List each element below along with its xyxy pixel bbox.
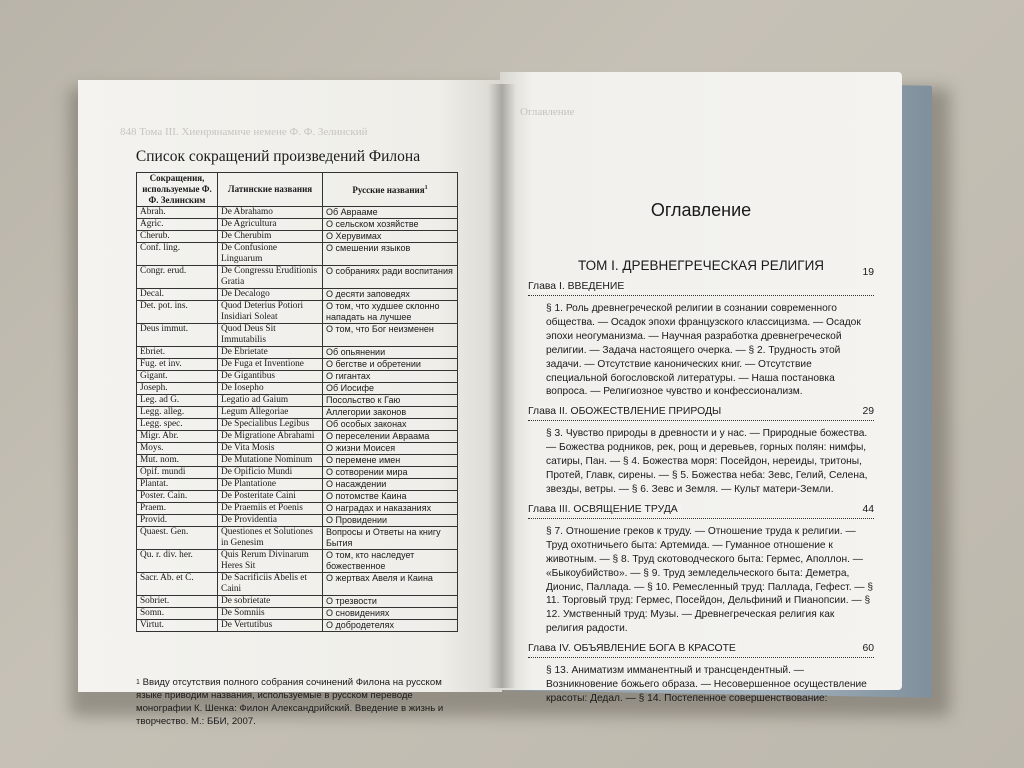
cell-abbr: Sacr. Ab. et C. [137,573,218,596]
cell-latin: De Fuga et Inventione [218,359,323,371]
table-row [137,371,458,383]
cell-russian: О перемене имен [323,455,458,467]
cell-latin: De sobrietate [218,596,323,608]
table-row [137,383,458,395]
cell-latin: De Ebrietate [218,347,323,359]
cell-latin: Quod Deus Sit Immutabilis [218,324,323,347]
cell-latin: Questiones et Solutiones in Genesim [218,527,323,550]
cell-abbr: Cherub. [137,231,218,243]
table-row [137,243,458,266]
cell-abbr: Moys. [137,443,218,455]
table-body [137,207,458,632]
col-header-latin: Латинские названия [218,173,323,207]
table-row [137,491,458,503]
toc-chapter-name: Глава III. ОСВЯЩЕНИЕ ТРУДА [528,504,681,515]
col-header-abbr: Сокращения, используемые Ф. Ф. Зелинским [137,173,218,207]
table-row [137,347,458,359]
cell-latin: De Migratione Abrahami [218,431,323,443]
table-row [137,550,458,573]
toc-page-number: 60 [859,642,874,656]
cell-abbr: Congr. erud. [137,266,218,289]
cell-abbr: Quaest. Gen. [137,527,218,550]
toc-page-number: 19 [859,266,874,280]
col-header-russian-text: Русские названия [352,185,425,195]
cell-abbr: Provid. [137,515,218,527]
cell-russian: О добродетелях [323,620,458,632]
table-row [137,395,458,407]
table-row [137,359,458,371]
cell-russian: О насаждении [323,479,458,491]
toc-chapter-description: § 1. Роль древнегреческой религии в сознании современного общества. — Осадок эпохи французского классицизма. — Осадок эпохи неогуманизма. — Научная разработка древнегреческой религии. — Задача настоящего очерка. — § 2. Трудность этой задачи. — Отсутствие канонических книг. — Отсутствие специальной богословской литературы. — Наша постановка вопроса. — Религиозное чувство и конфессионализм. [546,303,861,398]
cell-russian: О жизни Моисея [323,443,458,455]
toc-chapter-name: Глава IV. ОБЪЯВЛЕНИЕ БОГА В КРАСОТЕ [528,643,739,654]
cell-latin: De Somniis [218,608,323,620]
toc-chapter-description: § 13. Аниматизм имманентный и трансцендентный. — Возникновение божьего образа. — Несовершенное осуществление красоты: Дедал. — § 14. Постепенное совершенствование: [546,665,867,704]
right-running-header: Оглавление [520,106,575,118]
cell-latin: De Agricultura [218,219,323,231]
cell-latin: De Decalogo [218,289,323,301]
cell-abbr: Decal. [137,289,218,301]
toc-chapter-heading [528,405,874,421]
cell-russian: О сельском хозяйстве [323,219,458,231]
cell-latin: De Sacrificiis Abelis et Caini [218,573,323,596]
cell-latin: Quis Rerum Divinarum Heres Sit [218,550,323,573]
table-row [137,573,458,596]
table-row [137,289,458,301]
table-row [137,527,458,550]
cell-latin: De Providentia [218,515,323,527]
cell-russian: О том, кто наследует божественное [323,550,458,573]
cell-abbr: Legg. alleg. [137,407,218,419]
cell-abbr: Opif. mundi [137,467,218,479]
cell-abbr: Fug. et inv. [137,359,218,371]
cell-latin: De Abrahamo [218,207,323,219]
cell-abbr: Joseph. [137,383,218,395]
toc-chapter-description: § 7. Отношение греков к труду. — Отношение труда к религии. — Труд охотничьего быта: Артемида. — Гуманное отношение к животным. — § 8. Труд скотоводческого быта: Гермес, Аполлон. — «Быкоубийство». — § 9. Труд земледельческого быта: Деметра, Дионис, Паллада. — § 10. Ремесленный труд: Паллада, Гефест. — § 11. Торговый труд: Гермес, Посейдон, Дельфиний и Пианопсии. — § 12. Умственный труд: Музы. — Древнегреческая религия как религия радости. [546,525,874,635]
cell-abbr: Leg. ad G. [137,395,218,407]
cell-abbr: Mut. nom. [137,455,218,467]
cell-russian: Об Аврааме [323,207,458,219]
cell-latin: De Iosepho [218,383,323,395]
cell-russian: Вопросы и Ответы на книгу Бытия [323,527,458,550]
cell-russian: Посольство к Гаю [323,395,458,407]
toc-page-number: 29 [859,405,874,419]
cell-latin: De Posteritate Caini [218,491,323,503]
abbreviations-title: Список сокращений произведений Филона [135,148,421,165]
cell-russian: О сновидениях [323,608,458,620]
table-row [137,266,458,289]
table-header-row [137,173,458,207]
cell-latin: Legum Allegoriae [218,407,323,419]
cell-latin: De Cherubim [218,231,323,243]
cell-latin: De Confusione Linguarum [218,243,323,266]
cell-russian: О бегстве и обретении [323,359,458,371]
cell-abbr: Plantat. [137,479,218,491]
footnote-text: Ввиду отсутствия полного собрания сочинений Филона на русском языке приводим названия, используемые в русском переводе монографии К. Шенка: Филон Александрийский. Введение в жизнь и творчество. М.: ББИ, 2007. [136,677,444,727]
cell-abbr: Gigant. [137,371,218,383]
cell-abbr: Virtut. [137,620,218,632]
footnote [136,676,466,728]
cell-russian: О трезвости [323,596,458,608]
cell-russian: О смешении языков [323,243,458,266]
cell-latin: De Mutatione Nominum [218,455,323,467]
cell-abbr: Conf. ling. [137,243,218,266]
toc-chapter-name: Глава I. ВВЕДЕНИЕ [528,281,627,292]
table-of-contents [528,267,874,712]
cell-abbr: Det. pot. ins. [137,301,218,324]
cell-latin: De Vita Mosis [218,443,323,455]
cell-latin: De Specialibus Legibus [218,419,323,431]
table-row [137,608,458,620]
cell-latin: De Plantatione [218,479,323,491]
table-row [137,324,458,347]
cell-russian: О Херувимах [323,231,458,243]
table-row [137,455,458,467]
cell-russian: О Провидении [323,515,458,527]
table-row [137,620,458,632]
cell-russian: О гигантах [323,371,458,383]
left-running-header: 848 Тома III. Хиенрянамиче немене Ф. Ф. Зелинский [120,126,368,138]
cell-russian: О том, что худшее склонно нападать на лучшее [323,301,458,324]
table-row [137,207,458,219]
table-row [137,219,458,231]
footnote-ref: 1 [424,185,428,191]
table-row [137,515,458,527]
cell-latin: De Congressu Eruditionis Gratia [218,266,323,289]
cell-abbr: Poster. Cain. [137,491,218,503]
cell-abbr: Sobriet. [137,596,218,608]
cell-russian: О сотворении мира [323,467,458,479]
cell-latin: Quod Deterius Potiori Insidiari Soleat [218,301,323,324]
table-row [137,231,458,243]
cell-latin: De Vertutibus [218,620,323,632]
cell-abbr: Deus immut. [137,324,218,347]
cell-russian: Аллегории законов [323,407,458,419]
toc-chapter-heading [528,642,874,658]
toc-chapter-heading [528,503,874,519]
footnote-mark: 1 [136,679,140,686]
table-row [137,443,458,455]
right-page [500,72,902,704]
book-gutter [488,84,516,688]
cell-latin: De Opificio Mundi [218,467,323,479]
cell-abbr: Ebriet. [137,347,218,359]
table-row [137,419,458,431]
cell-abbr: Abrah. [137,207,218,219]
left-page [78,80,502,727]
table-row [137,503,458,515]
cell-latin: De Praemiis et Poenis [218,503,323,515]
table-row [137,407,458,419]
cell-russian: Об Иосифе [323,383,458,395]
cell-russian: Об опьянении [323,347,458,359]
tome-title: ТОМ I. ДРЕВНЕГРЕЧЕСКАЯ РЕЛИГИЯ [577,258,825,273]
toc-title: Оглавление [650,200,752,220]
col-header-russian [323,173,458,207]
cell-russian: Об особых законах [323,419,458,431]
table-row [137,467,458,479]
cell-russian: О том, что Бог неизменен [323,324,458,347]
cell-russian: О собраниях ради воспитания [323,266,458,289]
cell-russian: О переселении Авраама [323,431,458,443]
cell-abbr: Legg. spec. [137,419,218,431]
cell-abbr: Migr. Abr. [137,431,218,443]
cell-russian: О потомстве Каина [323,491,458,503]
cell-abbr: Qu. r. div. her. [137,550,218,573]
toc-chapter-heading [528,267,874,296]
cell-abbr: Praem. [137,503,218,515]
table-row [137,596,458,608]
toc-chapter-description: § 3. Чувство природы в древности и у нас. — Природные божества. — Божества родников, рек, рощ и деревьев, горных полян: нимфы, сатиры, Пан. — § 4. Божества моря: Посейдон, нереиды, тритоны, Протей, Главк, сирены. — § 5. Божества неба: Зевс, Гелий, Селена, звезды, ветры. — § 6. Зевс и Земля. — Культ матери-Земли. [546,428,868,495]
table-row [137,431,458,443]
abbreviations-table [136,172,458,632]
cell-russian: О наградах и наказаниях [323,503,458,515]
table-row [137,301,458,324]
toc-chapter-name: Глава II. ОБОЖЕСТВЛЕНИЕ ПРИРОДЫ [528,406,724,417]
cell-abbr: Agric. [137,219,218,231]
cell-abbr: Somn. [137,608,218,620]
cell-russian: О десяти заповедях [323,289,458,301]
table-row [137,479,458,491]
cell-russian: О жертвах Авеля и Каина [323,573,458,596]
cell-latin: De Gigantibus [218,371,323,383]
cell-latin: Legatio ad Gaium [218,395,323,407]
toc-page-number: 44 [859,503,874,517]
